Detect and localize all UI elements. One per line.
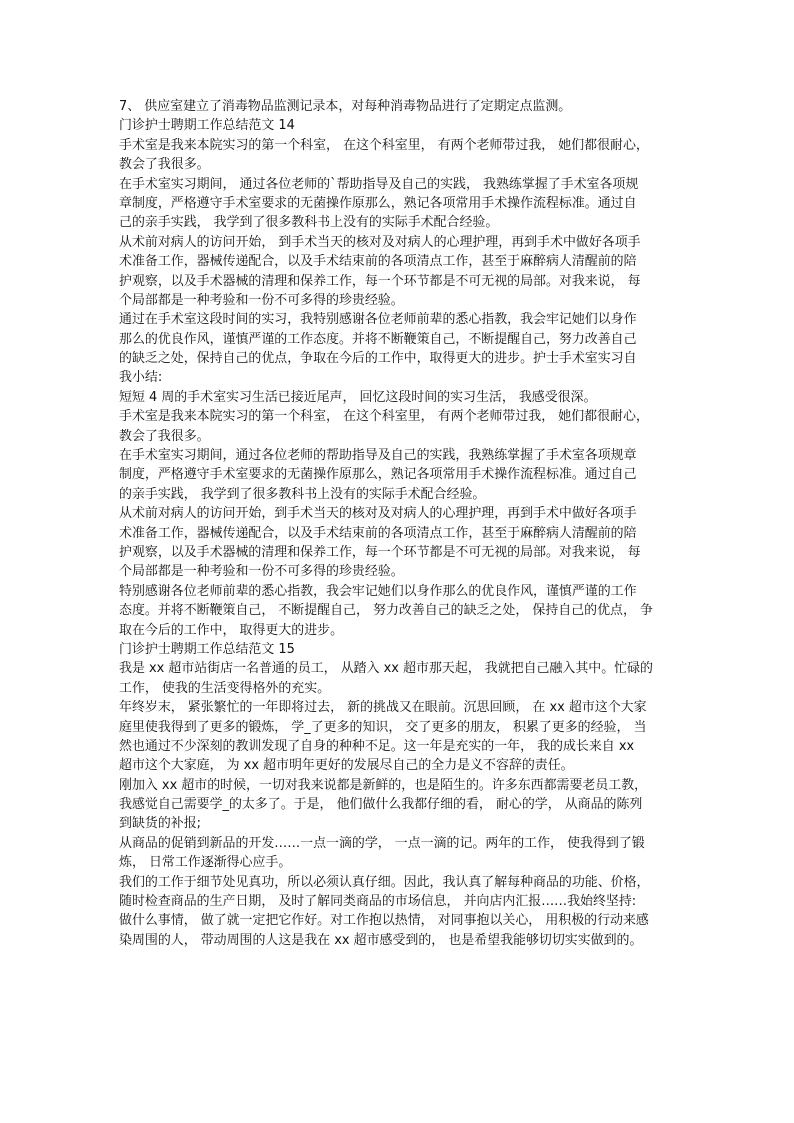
text-line: 取在今后的工作中， 取得更大的进步。 <box>119 622 344 638</box>
text-line: 我感觉自己需要学_的太多了。于是， 他们做什么我都仔细的看， 耐心的学， 从商品的陈列 <box>119 797 643 813</box>
text-line: 年终岁末， 紧张繁忙的一年即将过去， 新的挑战又在眼前。沉思回顾， 在 xx 超市这个大家 <box>119 700 647 716</box>
text-line: 教会了我很多。 <box>119 428 210 444</box>
text-line: 章制度，严格遵守手术室要求的无菌操作原那么，熟记各项常用手术操作流程标准。通过自 <box>119 195 637 211</box>
text-line: 染周围的人， 带动周围的人这是我在 xx 超市感受到的， 也是希望我能够切切实实做到的。 <box>119 932 643 948</box>
text-line: 短短 4 周的手术室实习生活已接近尾声， 回忆这段时间的实习生活， 我感受很深。 <box>119 389 597 405</box>
text-line: 到缺货的补报; <box>119 816 201 832</box>
text-line: 门诊护士聘期工作总结范文 14 <box>119 118 295 134</box>
text-line: 从术前对病人的访问开始，到手术当天的核对及对病人的心理护理，再到手术中做好各项手 <box>119 506 637 522</box>
text-line: 我们的工作于细节处见真功，所以必须认真仔细。因此，我认真了解每种商品的功能、价格， <box>119 874 650 890</box>
text-line: 我是 xx 超市站街店一名普通的员工， 从踏入 xx 超市那天起， 我就把自己融入其中。忙碌的 <box>119 661 653 677</box>
text-line: 7、 供应室建立了消毒物品监测记录本，对每种消毒物品进行了定期定点监测。 <box>119 99 572 114</box>
text-line: 手术室是我来本院实习的第一个科室， 在这个科室里， 有两个老师带过我， 她们都很耐心， <box>119 137 649 153</box>
text-line: 个局部都是一种考验和一份不可多得的珍贵经验。 <box>119 564 404 580</box>
text-line: 然也通过不少深刻的教训发现了自身的种种不足。这一年是充实的一年， 我的成长来自 xx <box>119 738 635 754</box>
text-line: 特别感谢各位老师前辈的悉心指教，我会牢记她们以身作那么的优良作风，谨慎严谨的工作 <box>119 583 637 599</box>
text-line: 己的亲手实践， 我学到了很多教科书上没有的实际手术配合经验。 <box>119 215 499 231</box>
text-line: 随时检查商品的生产日期， 及时了解同类商品的市场信息， 并向店内汇报……我始终坚持: <box>119 894 637 910</box>
text-line: 超市这个大家庭， 为 xx 超市明年更好的发展尽自己的全力是义不容辞的责任。 <box>119 758 574 774</box>
text-line: 教会了我很多。 <box>119 157 210 173</box>
text-line: 门诊护士聘期工作总结范文 15 <box>119 641 295 657</box>
text-line: 工作， 使我的生活变得格外的充实。 <box>119 680 331 696</box>
text-line: 术准备工作，器械传递配合，以及手术结束前的各项清点工作，甚至于麻醉病人清醒前的陪 <box>119 525 637 541</box>
text-line: 的缺乏之处，保持自己的优点，争取在今后的工作中，取得更大的进步。护士手术室实习自 <box>119 351 637 367</box>
text-line: 我小结: <box>119 370 163 386</box>
text-line: 态度。并将不断鞭策自己， 不断提醒自己， 努力改善自己的缺乏之处， 保持自己的优点， 争 <box>119 603 653 619</box>
text-line: 手术室是我来本院实习的第一个科室， 在这个科室里， 有两个老师带过我， 她们都很耐心， <box>119 409 649 425</box>
text-line: 个局部都是一种考验和一份不可多得的珍贵经验。 <box>119 292 404 308</box>
text-line: 通过在手术室这段时间的实习，我特别感谢各位老师前辈的悉心指教，我会牢记她们以身作 <box>119 312 637 328</box>
text-line: 那么的优良作风，谨慎严谨的工作态度。并将不断鞭策自己，不断提醒自己，努力改善自己 <box>119 331 637 347</box>
text-line: 制度，严格遵守手术室要求的无菌操作原那么，熟记各项常用手术操作流程标准。通过自己 <box>119 467 637 483</box>
text-line: 在手术室实习期间， 通过各位老师的`帮助指导及自己的实践， 我熟练掌握了手术室各项规 <box>119 176 639 192</box>
text-line: 刚加入 xx 超市的时候，一切对我来说都是新鲜的，也是陌生的。许多东西都需要老员工教， <box>119 777 648 793</box>
text-line: 护观察，以及手术器械的清理和保养工作，每一个环节都是不可无视的局部。对我来说， 每 <box>119 273 641 289</box>
document-body <box>119 97 679 950</box>
text-line: 的亲手实践， 我学到了很多教科书上没有的实际手术配合经验。 <box>119 486 486 502</box>
text-line: 庭里使我得到了更多的锻炼， 学_了更多的知识， 交了更多的朋友， 积累了更多的经验， 当 <box>119 719 647 735</box>
text-line: 从术前对病人的访问开始， 到手术当天的核对及对病人的心理护理，再到手术中做好各项手 <box>119 234 641 250</box>
text-line: 在手术室实习期间，通过各位老师的帮助指导及自己的实践，我熟练掌握了手术室各项规章 <box>119 448 637 464</box>
text-line: 炼， 日常工作逐渐得心应手。 <box>119 855 292 871</box>
text-line: 术准备工作，器械传递配合，以及手术结束前的各项清点工作，甚至于麻醉病人清醒前的陪 <box>119 254 637 270</box>
text-line: 做什么事情， 做了就一定把它作好。对工作抱以热情， 对同事抱以关心， 用积极的行动来感 <box>119 913 649 929</box>
text-line: 护观察，以及手术器械的清理和保养工作，每一个环节都是不可无视的局部。对我来说， 每 <box>119 544 641 560</box>
text-line: 从商品的促销到新品的开发……一点一滴的学， 一点一滴的记。两年的工作， 使我得到了锻 <box>119 835 645 851</box>
